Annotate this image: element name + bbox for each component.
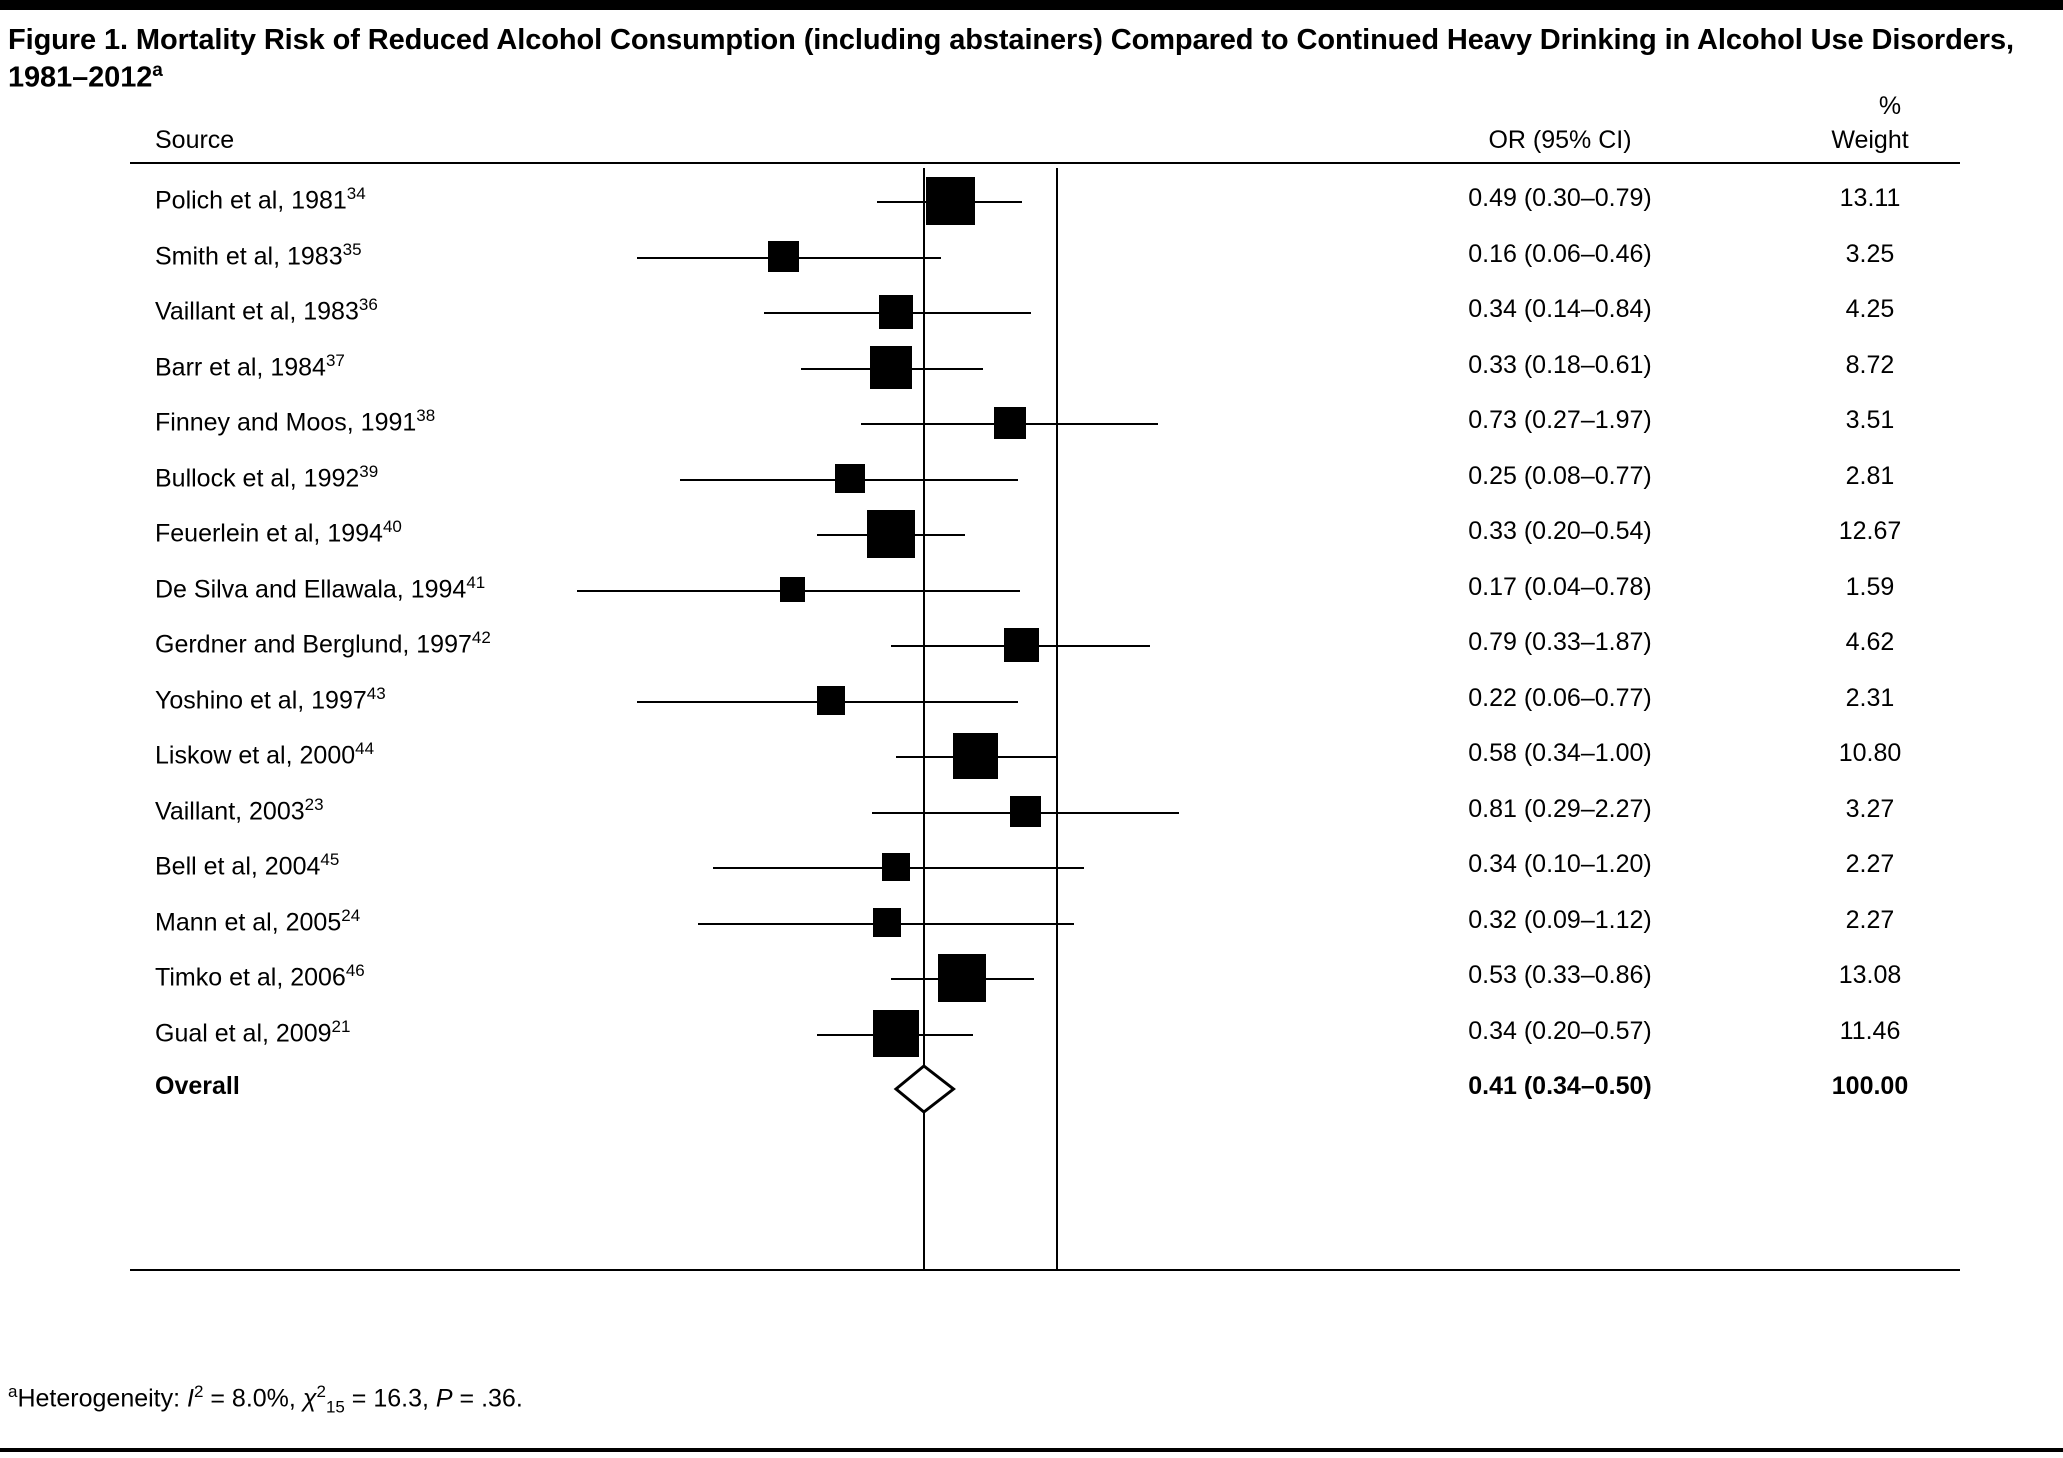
study-or-value: 0.49 (0.30–0.79) <box>1468 184 1652 212</box>
study-marker-box <box>873 1010 919 1056</box>
footnote-i2-exponent: 2 <box>193 1382 204 1401</box>
study-or-value: 0.33 (0.18–0.61) <box>1468 350 1652 379</box>
source-reference: 21 <box>331 1016 351 1036</box>
study-source-label: Vaillant et al, 1983$^{36}$ <box>155 295 378 326</box>
source-reference: 45 <box>320 850 340 869</box>
footnote-p-value: = .36. <box>452 1384 523 1413</box>
source-reference: 39 <box>359 461 379 481</box>
study-or-value: 0.73 (0.27–1.97) <box>1468 406 1652 434</box>
source-reference: 36 <box>358 295 378 314</box>
study-source-label: Polich et al, 1981$^{34}$ <box>155 184 366 215</box>
study-source-label: Vaillant, 2003$^{23}$ <box>155 794 324 825</box>
study-source-label: Yoshino et al, 1997$^{43}$ <box>155 683 386 714</box>
footnote-i2-value: = 8.0%, <box>203 1384 303 1413</box>
footnote <box>8 1382 523 1417</box>
study-or-value: 0.32 (0.09–1.12) <box>1468 905 1652 934</box>
study-marker-box <box>768 241 799 272</box>
forest-plot <box>0 92 2063 1340</box>
study-or-value: 0.58 (0.34–1.00) <box>1468 739 1652 767</box>
study-marker-box <box>870 346 912 388</box>
study-source-label: Bullock et al, 1992$^{39}$ <box>155 461 379 492</box>
study-or-value: 0.33 (0.20–0.54) <box>1468 517 1652 545</box>
source-reference: 43 <box>366 683 386 703</box>
footnote-label: Heterogeneity: <box>17 1384 188 1413</box>
study-or-value: 0.53 (0.33–0.86) <box>1468 961 1652 989</box>
footnote-chi-symbol: χ <box>302 1384 317 1413</box>
study-source-label: Liskow et al, 2000$^{44}$ <box>155 739 375 770</box>
study-weight: 12.67 <box>1838 517 1902 545</box>
study-or-value: 0.16 (0.06–0.46) <box>1468 239 1652 268</box>
or-header: OR (95% CI) <box>1488 126 1632 154</box>
source-reference: 46 <box>345 961 365 980</box>
weight-header: Weight <box>1831 126 1909 154</box>
overall-or-value: 0.41 (0.34–0.50) <box>1468 1072 1652 1100</box>
overall-label: Overall <box>155 1072 240 1100</box>
study-marker-box <box>938 954 986 1002</box>
study-weight: 2.27 <box>1845 850 1895 878</box>
figure-title-superscript: a <box>152 60 163 82</box>
source-reference: 44 <box>355 739 375 758</box>
footnote-chi-exponent: 2 <box>316 1382 326 1401</box>
study-weight: 3.25 <box>1845 239 1895 268</box>
bottom-rule <box>0 1448 2063 1452</box>
source-reference: 38 <box>416 406 436 425</box>
source-reference: 23 <box>304 794 324 814</box>
source-reference: 40 <box>382 517 402 536</box>
header-rule <box>130 162 1960 164</box>
study-weight: 2.31 <box>1845 683 1895 712</box>
study-weight: 11.46 <box>1839 1016 1901 1045</box>
axis-rule <box>130 1269 1960 1271</box>
study-source-label: Timko et al, 2006$^{46}$ <box>155 961 365 992</box>
footnote-chi-value: = 16.3, <box>344 1384 436 1413</box>
source-reference: 24 <box>341 905 361 925</box>
figure-title <box>8 22 2028 97</box>
study-weight: 3.27 <box>1845 794 1895 823</box>
study-or-value: 0.34 (0.20–0.57) <box>1468 1016 1652 1045</box>
study-source-label: Gual et al, 2009$^{21}$ <box>155 1016 351 1047</box>
study-marker-box <box>953 733 998 778</box>
study-or-value: 0.34 (0.10–1.20) <box>1468 850 1652 878</box>
study-or-value: 0.25 (0.08–0.77) <box>1468 461 1652 490</box>
figure-title-line1: Figure 1. Mortality Risk of Reduced Alcohol Consumption (including abstainers) Compared to Continued Heavy Drinking in <box>8 24 1691 56</box>
study-marker-box <box>873 908 901 936</box>
source-reference: 42 <box>471 628 491 647</box>
study-weight: 4.25 <box>1845 295 1895 323</box>
study-weight: 13.08 <box>1838 961 1902 989</box>
source-reference: 34 <box>346 184 366 203</box>
study-weight: 3.51 <box>1845 406 1895 434</box>
study-or-value: 0.22 (0.06–0.77) <box>1468 683 1652 712</box>
study-marker-box <box>879 295 913 329</box>
study-source-label: Bell et al, 2004$^{45}$ <box>155 850 340 881</box>
study-marker-box <box>994 407 1026 439</box>
reference-line-1 <box>1056 168 1058 1269</box>
footnote-p-symbol: P <box>435 1384 453 1413</box>
study-source-label: Mann et al, 2005$^{24}$ <box>155 905 361 936</box>
study-source-label: Barr et al, 1984$^{37}$ <box>155 350 345 381</box>
overall-diamond <box>893 1063 956 1115</box>
study-source-label: Gerdner and Berglund, 1997$^{42}$ <box>155 628 491 659</box>
study-source-label: Smith et al, 1983$^{35}$ <box>155 239 362 270</box>
study-marker-box <box>926 177 974 225</box>
top-rule <box>0 0 2063 10</box>
weight-pct-header: % <box>1878 92 1902 120</box>
source-reference: 35 <box>342 239 362 259</box>
study-source-label: De Silva and Ellawala, 1994$^{41}$ <box>155 572 486 603</box>
overall-weight: 100.00 <box>1831 1072 1909 1100</box>
footnote-i2-symbol: I <box>187 1384 194 1413</box>
study-marker-box <box>1004 628 1038 662</box>
study-or-value: 0.17 (0.04–0.78) <box>1468 572 1652 601</box>
study-marker-box <box>882 853 910 881</box>
study-weight: 8.72 <box>1845 350 1895 379</box>
study-marker-box <box>1010 796 1041 827</box>
footnote-chi-df: 15 <box>325 1397 345 1417</box>
figure-title-line2: Alcohol Use Disorders, 1981–2012 <box>8 24 2014 94</box>
study-source-label: Feuerlein et al, 1994$^{40}$ <box>155 517 402 548</box>
study-or-value: 0.81 (0.29–2.27) <box>1468 794 1652 823</box>
study-marker-box <box>867 510 915 558</box>
study-weight: 13.11 <box>1839 184 1901 212</box>
study-weight: 2.27 <box>1845 905 1895 934</box>
source-reference: 37 <box>325 350 345 370</box>
footnote-marker: a <box>8 1382 18 1401</box>
study-or-value: 0.34 (0.14–0.84) <box>1468 295 1652 323</box>
source-reference: 41 <box>466 572 486 592</box>
study-weight: 10.80 <box>1838 739 1902 767</box>
study-or-value: 0.79 (0.33–1.87) <box>1468 628 1652 656</box>
study-marker-box <box>780 577 806 603</box>
study-weight: 1.59 <box>1845 572 1895 601</box>
study-weight: 2.81 <box>1845 461 1895 490</box>
study-source-label: Finney and Moos, 1991$^{38}$ <box>155 406 436 437</box>
study-marker-box <box>835 464 865 494</box>
study-weight: 4.62 <box>1845 628 1895 656</box>
source-header: Source <box>155 126 235 154</box>
study-marker-box <box>817 686 845 714</box>
